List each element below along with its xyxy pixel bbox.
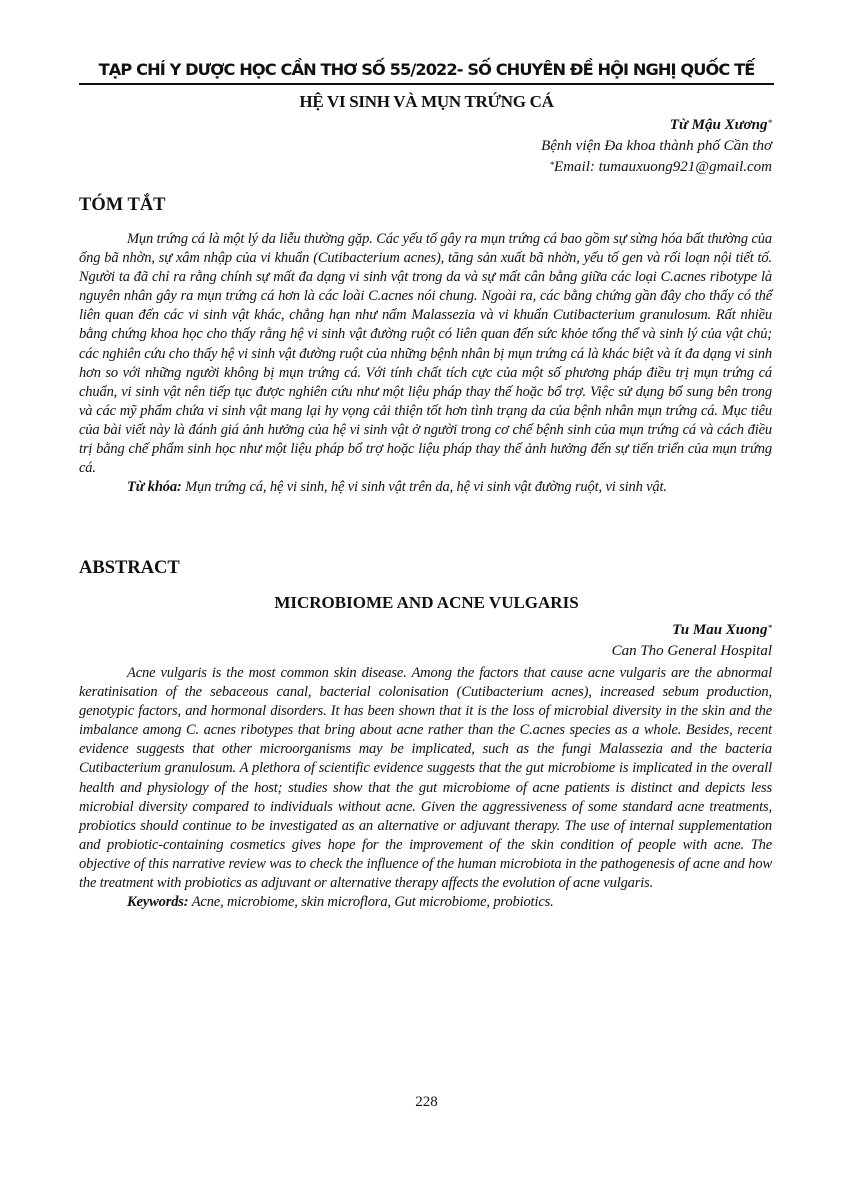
email-footnote-mark: * [549, 160, 555, 170]
journal-header: TẠP CHÍ Y DƯỢC HỌC CẦN THƠ SỐ 55/2022- SỐ CHUYÊN ĐỀ HỘI NGHỊ QUỐC TẾ [79, 60, 774, 85]
author-name: Từ Mậu Xương [669, 117, 768, 133]
email-line [541, 157, 772, 178]
abstract-heading: ABSTRACT [79, 558, 180, 578]
english-affiliation: Can Tho General Hospital [611, 643, 772, 659]
keywords-label: Keywords: [127, 894, 189, 911]
english-abstract [79, 664, 772, 912]
author-email: Email: tumauxuong921@gmail.com [554, 159, 772, 175]
keywords-list: Acne, microbiome, skin microflora, Gut microbiome, probiotics. [188, 894, 554, 911]
vietnamese-keywords [79, 478, 772, 497]
keywords-list: Mụn trứng cá, hệ vi sinh, hệ vi sinh vật trên da, hệ vi sinh vật đường ruột, vi sinh vật. [181, 479, 667, 496]
english-keywords [79, 893, 772, 912]
vietnamese-affiliation: Bệnh viện Đa khoa thành phố Cần thơ [541, 138, 772, 154]
page-number: 228 [415, 1094, 438, 1110]
author-footnote-mark: * [767, 623, 772, 633]
summary-heading: TÓM TẮT [79, 195, 166, 215]
english-title: MICROBIOME AND ACNE VULGARIS [274, 593, 579, 612]
vietnamese-abstract [79, 230, 772, 497]
english-author-block [612, 620, 772, 662]
vietnamese-abstract-paragraph: Mụn trứng cá là một lý da liễu thường gặp. Các yếu tố gây ra mụn trứng cá bao gồm sự sừng hóa bất thường của ống bã nhờn, sự xâm nhập của vi khuẩn (Cutibacterium acnes), tăng sản xuất bã nhờn, yếu tố gen và rối loạn nội tiết tố. Người ta đã chỉ ra rằng chính sự mất đa dạng vi sinh vật trong da và sự mất cân bằng giữa các loại C.acnes ribotype là nguyên nhân gây ra mụn trứng cá hơn là các loài C.acnes nói chung. Ngoài ra, các bằng chứng gần đây cho thấy có thể liên quan đến các vi sinh vật khác, chẳng hạn như nấm Malassezia và vi khuẩn Cutibacterium granulosum. Rất nhiều bằng chứng khoa học cho thấy rằng hệ vi sinh vật đường ruột có liên quan đến sức khỏe tổng thể và sinh lý của vật chủ; các nghiên cứu cho thấy hệ vi sinh vật đường ruột của những bệnh nhân bị mụn trứng cá là khác biệt và ít đa dạng vi sinh hơn so với những người không bị mụn trứng cá. Với tính chất tích cực của một số phương pháp điều trị mụn trứng cá chuẩn, vi sinh vật nên tiếp tục được nghiên cứu như một liệu pháp thay thế hoặc bổ trợ. Việc sử dụng bổ sung bên trong và các mỹ phẩm chứa vi sinh vật mang lại hy vọng cải thiện tốt hơn tình trạng da của bệnh nhân mụn trứng cá. Mục tiêu của bài viết này là đánh giá ảnh hưởng của hệ vi sinh vật ở người trong cơ chế bệnh sinh của mụn trứng cá và cách điều trị bằng chế phẩm sinh học như một liệu pháp bổ trợ hoặc liệu pháp thay thế ảnh hưởng đến sự tiến triển của mụn trứng cá. [79, 231, 772, 477]
vietnamese-author [541, 115, 772, 136]
author-name: Tu Mau Xuong [672, 622, 768, 638]
english-abstract-paragraph: Acne vulgaris is the most common skin disease. Among the factors that cause acne vulgaris are the abnormal keratinisation of the sebaceous canal, bacterial colonisation (Cutibacterium acnes), increased sebum production, genotypic factors, and hormonal disorders. It has been shown that it is the loss of microbial diversity in the skin and the imbalance among C. acnes ribotypes that bring about acne rather than the C.acnes species as a whole. Besides, recent evidence suggests that other microorganisms may be implicated, such as the fungi Malassezia and the bacteria Cutibacterium granulosum. A plethora of scientific evidence suggests that the gut microbiome is implicated in the overall health and physiology of the host; studies show that the gut microbiome of acne patients is distinct and depicts less microbial diversity compared to individuals without acne. Given the aggressiveness of some standard acne treatments, probiotics should continue to be investigated as an alternative or adjuvant therapy. The use of internal supplementation and probiotic-containing cosmetics gives hope for the improvement of the skin condition of people with acne. The objective of this narrative review was to check the influence of the human microbiota in the pathogenesis of acne and how the treatment with probiotics as adjuvant or alternative therapy affects the evolution of acne vulgaris. [79, 665, 772, 892]
english-author [612, 620, 772, 641]
vietnamese-author-block [541, 115, 772, 178]
author-footnote-mark: * [767, 118, 772, 128]
keywords-label: Từ khóa: [127, 479, 182, 496]
vietnamese-title: HỆ VI SINH VÀ MỤN TRỨNG CÁ [299, 92, 554, 111]
